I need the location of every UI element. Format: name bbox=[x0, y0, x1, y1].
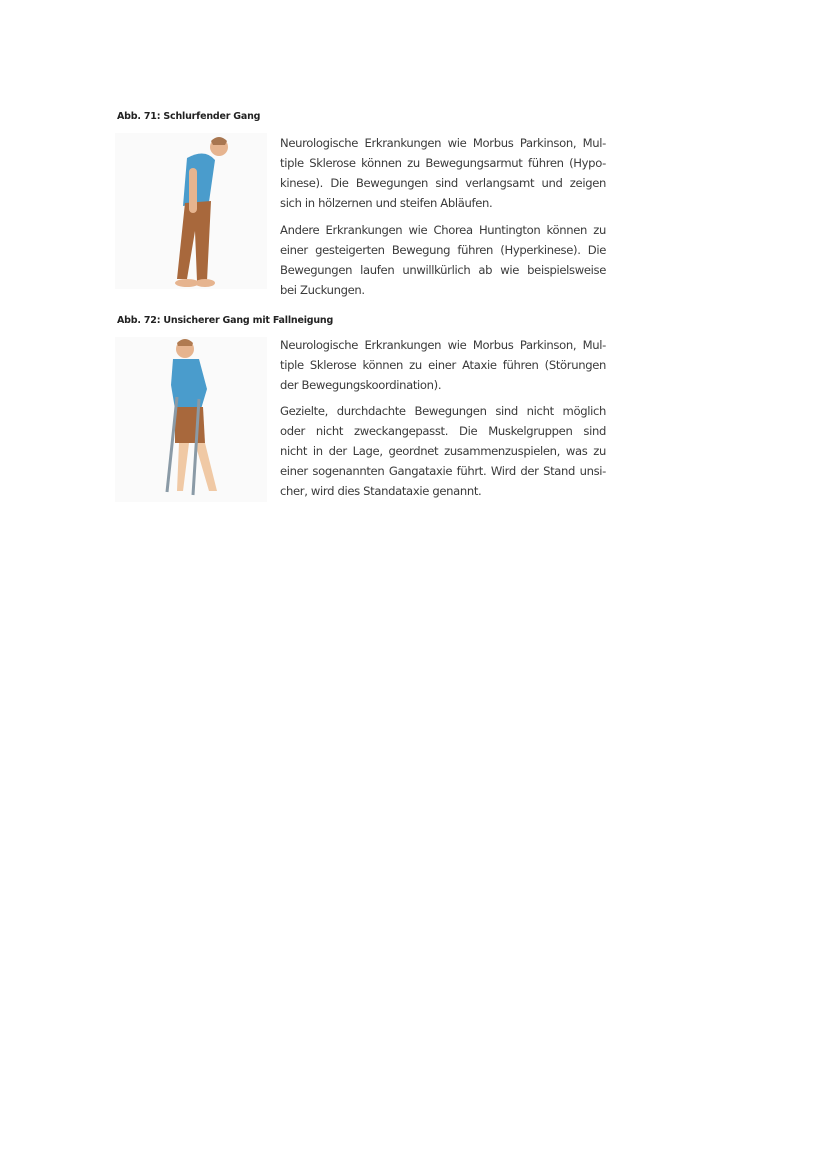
body-text-line: einer sogenannten Gangataxie führt. Wird der Stand unsi- bbox=[280, 464, 606, 478]
body-text-line: Andere Erkrankungen wie Chorea Huntington können zu bbox=[280, 223, 606, 237]
body-text-line: kinese). Die Bewegungen sind verlangsamt und zeigen bbox=[280, 176, 606, 190]
figure-caption: Abb. 71: Schlurfender Gang bbox=[117, 111, 261, 122]
crutches-gait-figure-icon bbox=[115, 337, 267, 502]
body-text-line: nicht in der Lage, geordnet zusammenzuspielen, was zu bbox=[280, 444, 606, 458]
body-text-line: tiple Sklerose können zu Bewegungsarmut führen (Hypo- bbox=[280, 156, 606, 170]
shuffling-gait-figure-icon bbox=[115, 133, 267, 289]
body-text-line: Gezielte, durchdachte Bewegungen sind nicht möglich bbox=[280, 404, 606, 418]
body-text-line: tiple Sklerose können zu einer Ataxie führen (Störungen bbox=[280, 358, 606, 372]
body-text-line: der Bewegungskoordination). bbox=[280, 378, 442, 392]
body-text-line: Bewegungen laufen unwillkürlich ab wie beispielsweise bbox=[280, 263, 606, 277]
body-text-line: sich in hölzernen und steifen Abläufen. bbox=[280, 196, 493, 210]
body-text-line: Neurologische Erkrankungen wie Morbus Parkinson, Mul- bbox=[280, 136, 606, 150]
body-text-line: einer gesteigerten Bewegung führen (Hyperkinese). Die bbox=[280, 243, 606, 257]
body-text-line: oder nicht zweckangepasst. Die Muskelgruppen sind bbox=[280, 424, 606, 438]
body-text-line: cher, wird dies Standataxie genannt. bbox=[280, 484, 482, 498]
body-text-line: bei Zuckungen. bbox=[280, 283, 365, 297]
body-text-line: Neurologische Erkrankungen wie Morbus Parkinson, Mul- bbox=[280, 338, 606, 352]
figure-caption: Abb. 72: Unsicherer Gang mit Fallneigung bbox=[117, 315, 334, 326]
